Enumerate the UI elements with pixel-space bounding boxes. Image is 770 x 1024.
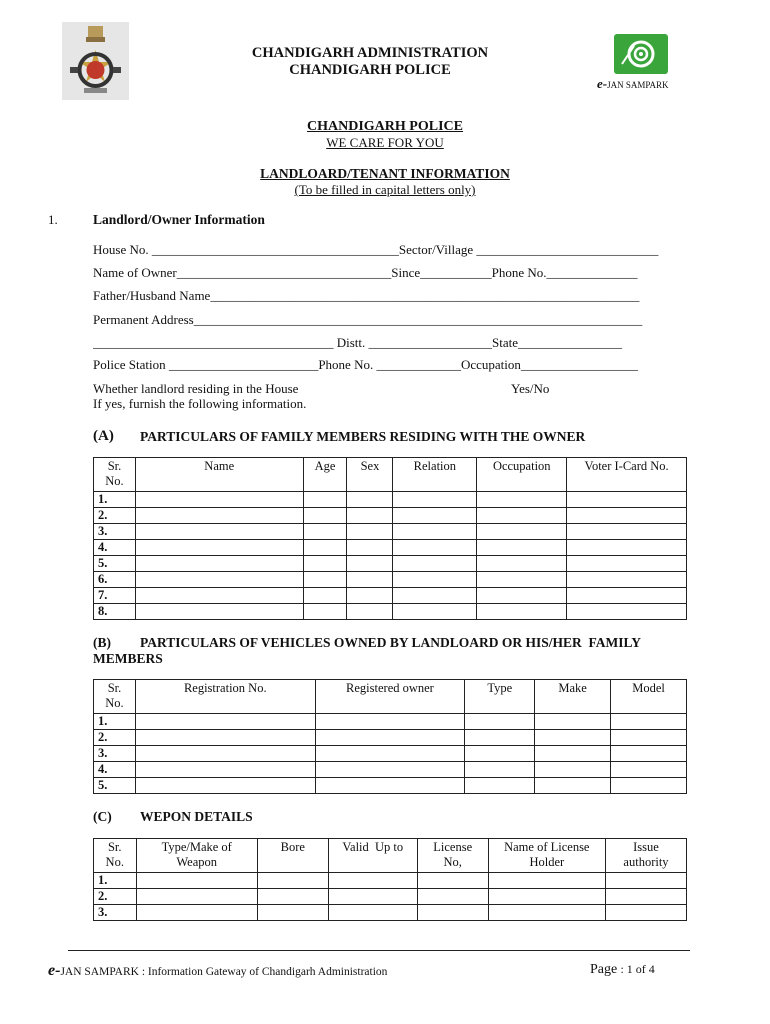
col-license-holder: Name of License Holder xyxy=(488,839,605,873)
org-line-1: CHANDIGARH ADMINISTRATION xyxy=(251,45,489,61)
permanent-address-field[interactable]: Permanent Address_____________________________________________________________________ xyxy=(93,312,643,327)
section-number: 1. xyxy=(48,212,58,227)
section-c-heading: WEPON DETAILS xyxy=(140,809,253,824)
col-occupation: Occupation xyxy=(477,458,567,492)
residing-question: Whether landlord residing in the House xyxy=(93,381,299,396)
table-row: 3. xyxy=(94,905,687,921)
section-a-label: (A) xyxy=(93,428,114,444)
col-make: Make xyxy=(535,680,611,714)
col-age: Age xyxy=(303,458,347,492)
col-type-make: Type/Make of Weapon xyxy=(136,839,257,873)
section-a-heading: PARTICULARS OF FAMILY MEMBERS RESIDING WITH THE OWNER xyxy=(140,429,586,444)
residing-followup: If yes, furnish the following information. xyxy=(93,396,307,411)
table-row: 1. xyxy=(94,714,687,730)
distt-state-field[interactable]: _____________________________________ Distt. ___________________State________________ xyxy=(93,335,623,350)
father-husband-name-field[interactable]: Father/Husband Name__________________________________________________________________ xyxy=(93,288,640,303)
col-sr-no: Sr. No. xyxy=(94,458,136,492)
table-row: 1. xyxy=(94,873,687,889)
table-row: 2. xyxy=(94,889,687,905)
col-type: Type xyxy=(465,680,535,714)
col-name: Name xyxy=(135,458,303,492)
col-relation: Relation xyxy=(393,458,477,492)
weapon-table xyxy=(93,838,687,921)
owner-name-since-phone-field[interactable]: Name of Owner_________________________________Since___________Phone No.______________ xyxy=(93,265,638,280)
police-emblem-icon xyxy=(62,22,129,100)
table-row: 3. xyxy=(94,524,687,540)
jan-sampark-logo-icon xyxy=(614,34,668,74)
table-row: 8. xyxy=(94,604,687,620)
col-registration-no: Registration No. xyxy=(135,680,315,714)
vehicles-table xyxy=(93,679,687,794)
tagline: WE CARE FOR YOU xyxy=(326,135,444,150)
form-instruction: (To be filled in capital letters only) xyxy=(294,182,476,197)
col-valid-up-to: Valid Up to xyxy=(328,839,417,873)
col-registered-owner: Registered owner xyxy=(315,680,465,714)
footer-divider xyxy=(68,950,690,951)
section-c-label: (C) xyxy=(93,809,112,824)
residing-answer[interactable]: Yes/No xyxy=(511,381,550,396)
col-voter-card: Voter I-Card No. xyxy=(567,458,687,492)
col-model: Model xyxy=(611,680,687,714)
house-no-sector-field[interactable]: House No. ______________________________________Sector/Village ____________________________ xyxy=(93,242,659,257)
col-bore: Bore xyxy=(257,839,328,873)
col-sr-no: Sr. No. xyxy=(94,839,137,873)
jan-sampark-label: e-JAN SAMPARK xyxy=(597,76,669,91)
page-title: CHANDIGARH POLICE xyxy=(307,119,463,134)
table-row: 5. xyxy=(94,778,687,794)
table-row: 5. xyxy=(94,556,687,572)
footer-text: e-JAN SAMPARK : Information Gateway of Chandigarh Administration xyxy=(48,962,388,979)
section-b-label: (B) xyxy=(93,635,111,650)
page-indicator: Page : 1 of 4 xyxy=(590,962,655,977)
family-members-table xyxy=(93,457,687,620)
section-heading: Landlord/Owner Information xyxy=(93,212,265,227)
table-row: 7. xyxy=(94,588,687,604)
table-row: 2. xyxy=(94,730,687,746)
table-row: 6. xyxy=(94,572,687,588)
section-b-heading-cont: MEMBERS xyxy=(93,651,163,666)
form-title: LANDLOARD/TENANT INFORMATION xyxy=(260,166,510,181)
table-row: 2. xyxy=(94,508,687,524)
col-sr-no: Sr. No. xyxy=(94,680,136,714)
police-station-occupation-field[interactable]: Police Station _______________________Phone No. _____________Occupation__________________ xyxy=(93,357,638,372)
col-issue-authority: Issue authority xyxy=(606,839,687,873)
section-b-heading: PARTICULARS OF VEHICLES OWNED BY LANDLOARD OR HIS/HER FAMILY xyxy=(140,635,641,650)
table-row: 4. xyxy=(94,762,687,778)
table-row: 4. xyxy=(94,540,687,556)
col-sex: Sex xyxy=(347,458,393,492)
col-license-no: License No, xyxy=(417,839,488,873)
table-row: 3. xyxy=(94,746,687,762)
org-line-2: CHANDIGARH POLICE xyxy=(289,62,451,78)
table-row: 1. xyxy=(94,492,687,508)
